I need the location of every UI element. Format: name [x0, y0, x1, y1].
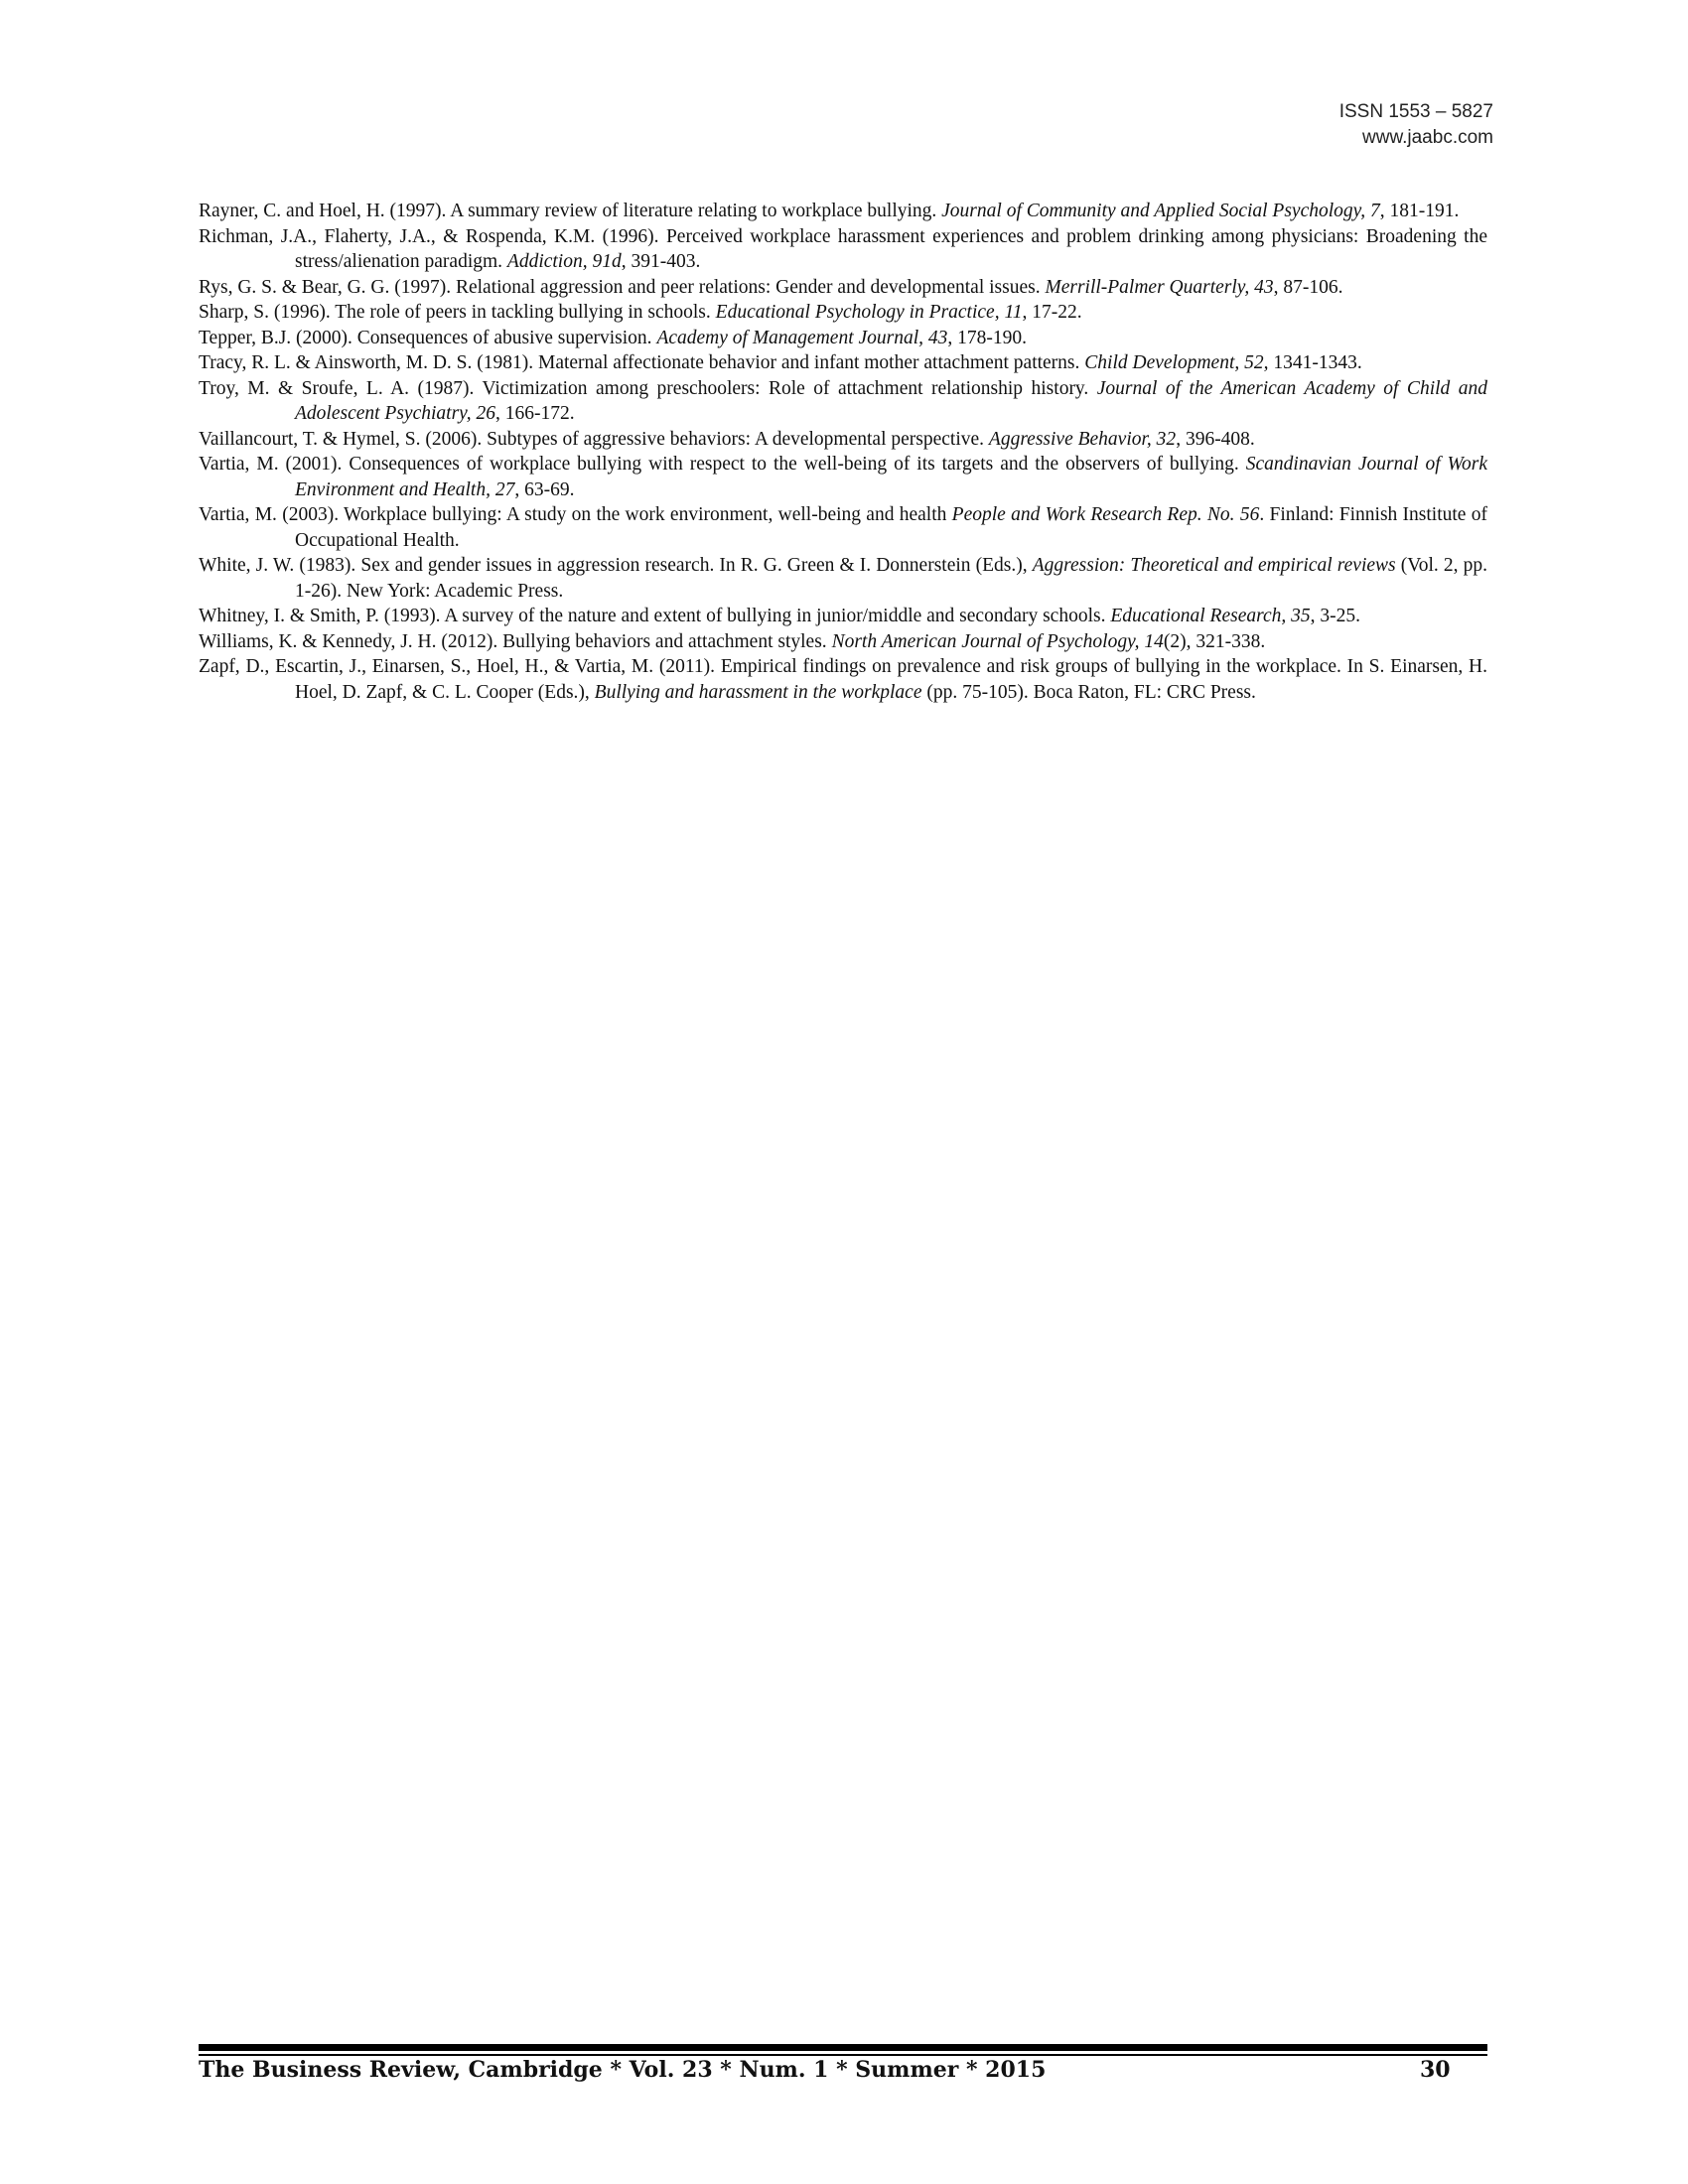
reference-entry: Vartia, M. (2003). Workplace bullying: A study on the work environment, well-being and health People and Work Research Rep. No. 56. Finland: Finnish Institute of Occupational Health. — [199, 504, 1487, 551]
reference-entry: Whitney, I. & Smith, P. (1993). A survey of the nature and extent of bullying in junior/middle and secondary schools. Educational Research, 35, 3-25. — [199, 606, 1360, 626]
reference-entry: Rys, G. S. & Bear, G. G. (1997). Relational aggression and peer relations: Gender and developmental issues. Merrill-Palmer Quarterly, 43, 87-106. — [199, 276, 1343, 298]
footer-journal-line: The Business Review, Cambridge * Vol. 23 * Num. 1 * Summer * 2015 — [199, 2057, 1047, 2083]
reference-entry: Rayner, C. and Hoel, H. (1997). A summary review of literature relating to workplace bullying. Journal of Community and Applied Social Psychology, 7, 181-191. — [199, 201, 1460, 221]
page-header — [1339, 99, 1493, 151]
page-number: 30 — [1420, 2057, 1451, 2083]
reference-entry: Richman, J.A., Flaherty, J.A., & Rospenda, K.M. (1996). Perceived workplace harassment experiences and problem drinking among physicians: Broadening the stress/alienation paradigm. Addiction, 91d, 391-403. — [199, 225, 1487, 272]
reference-entry: Zapf, D., Escartin, J., Einarsen, S., Hoel, H., & Vartia, M. (2011). Empirical findings on prevalence and risk groups of bullying in the workplace. In S. Einarsen, H. Hoel, D. Zapf, & C. L. Cooper (Eds.), Bullying and harassment in the workplace (pp. 75-105). Boca Raton, FL: CRC Press. — [199, 656, 1487, 703]
reference-list — [199, 199, 1487, 705]
footer-rule-thin — [199, 2054, 1487, 2056]
reference-entry: Vartia, M. (2001). Consequences of workplace bullying with respect to the well-being of its targets and the observers of bullying. Scandinavian Journal of Work Environment and Health, 27, 63-69. — [199, 454, 1487, 500]
reference-entry: Williams, K. & Kennedy, J. H. (2012). Bullying behaviors and attachment styles. North American Journal of Psychology, 14(2), 321-338. — [199, 630, 1266, 652]
reference-entry: Tracy, R. L. & Ainsworth, M. D. S. (1981). Maternal affectionate behavior and infant mother attachment patterns. Child Development, 52, 1341-1343. — [199, 352, 1362, 373]
reference-entry: Troy, M. & Sroufe, L. A. (1987). Victimization among preschoolers: Role of attachment relationship history. Journal of the American Academy of Child and Adolescent Psychiatry, 26, 166-172. — [199, 377, 1487, 424]
reference-entry: White, J. W. (1983). Sex and gender issues in aggression research. In R. G. Green & I. Donnerstein (Eds.), Aggression: Theoretical and empirical reviews (Vol. 2, pp. 1-26). New York: Academic Press. — [199, 555, 1487, 602]
reference-entry: Vaillancourt, T. & Hymel, S. (2006). Subtypes of aggressive behaviors: A developmental perspective. Aggressive Behavior, 32, 396-408. — [199, 428, 1255, 450]
website-text: www.jaabc.com — [1362, 127, 1493, 148]
reference-entry: Sharp, S. (1996). The role of peers in tackling bullying in schools. Educational Psychology in Practice, 11, 17-22. — [199, 302, 1082, 323]
issn-text: ISSN 1553 – 5827 — [1338, 101, 1493, 122]
footer-rule-thick — [199, 2044, 1487, 2051]
reference-entry: Tepper, B.J. (2000). Consequences of abusive supervision. Academy of Management Journal, 43, 178-190. — [199, 327, 1028, 348]
